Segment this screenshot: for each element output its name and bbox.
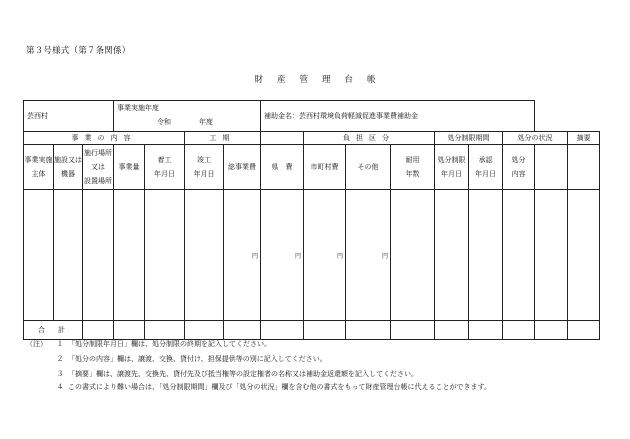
group-business: 事業の内容 xyxy=(24,132,185,145)
blank-corner xyxy=(535,101,600,132)
total-label: 合 計 xyxy=(24,321,83,340)
note-item: ４ この書式により難い場合は、「処分制限期間」欄及び「処分の状況」欄を含む他の書式をもって財産管理台帳に代えることができます。 xyxy=(56,382,491,391)
col-remarks-blank-2 xyxy=(568,145,600,190)
group-remarks: 摘要 xyxy=(568,132,600,145)
group-construction: 工期 xyxy=(185,132,261,145)
col-disposal-content: 処分 内容 xyxy=(503,145,535,190)
era-label: 令和 xyxy=(157,118,172,126)
col-location: 施行場所 又は 設置場所 xyxy=(83,145,114,190)
group-disposal-status: 処分の状況 xyxy=(503,132,568,145)
yen-prefecture: 円 xyxy=(261,190,304,321)
col-quantity: 事業量 xyxy=(114,145,145,190)
village-cell: 芸西村 xyxy=(24,101,114,132)
header-row-top xyxy=(24,101,600,132)
col-actor: 事業実施 主体 xyxy=(24,145,54,190)
group-burden: 負担区分 xyxy=(304,132,435,145)
property-ledger-table xyxy=(23,100,600,340)
col-approval-date: 承認 年月日 xyxy=(469,145,503,190)
body-row xyxy=(24,190,600,321)
col-end-date: 竣工 年月日 xyxy=(185,145,224,190)
col-total-cost: 総事業費 xyxy=(224,145,261,190)
col-remarks-blank xyxy=(535,145,568,190)
col-other-cost: その他 xyxy=(346,145,391,190)
fiscal-year-cell xyxy=(114,101,261,132)
yen-municipal: 円 xyxy=(304,190,346,321)
notes-section xyxy=(26,336,606,392)
document-title: 財産管理台帳 xyxy=(254,75,390,85)
col-useful-years: 耐用 年数 xyxy=(391,145,435,190)
yen-total: 円 xyxy=(224,190,261,321)
note-item: （注） １ 「処分制限年月日」欄は、処分制限の終期を記入してください。 xyxy=(26,339,271,348)
col-restriction-date: 処分制限 年月日 xyxy=(435,145,469,190)
note-item: ２ 「処分の内容」欄は、譲渡、交換、貸付け、担保提供等の別に記入してください。 xyxy=(56,354,327,363)
col-municipal-cost: 市町村費 xyxy=(304,145,346,190)
fiscal-year-label: 事業実施年度 xyxy=(117,104,160,112)
col-prefecture-cost: 県 費 xyxy=(261,145,304,190)
header-row-columns xyxy=(24,145,600,190)
note-item: ３ 「摘要」欄は、譲渡先、交換先、貸付先及び抵当権等の設定権者の名称又は補助金返還額を記入してください。 xyxy=(56,369,418,378)
group-restriction-period: 処分制限期間 xyxy=(435,132,503,145)
header-row-groups xyxy=(24,132,600,145)
col-facility: 施設又は 機器 xyxy=(54,145,83,190)
notes-tag: （注） xyxy=(26,339,47,348)
year-suffix-label: 年度 xyxy=(199,118,214,126)
form-number: 第３号様式（第７条関係） xyxy=(26,46,131,56)
col-start-date: 着工 年月日 xyxy=(145,145,185,190)
yen-other: 円 xyxy=(346,190,391,321)
subsidy-name-cell: 補助金名：芸西村環境負荷軽減促進事業費補助金 xyxy=(261,101,535,132)
